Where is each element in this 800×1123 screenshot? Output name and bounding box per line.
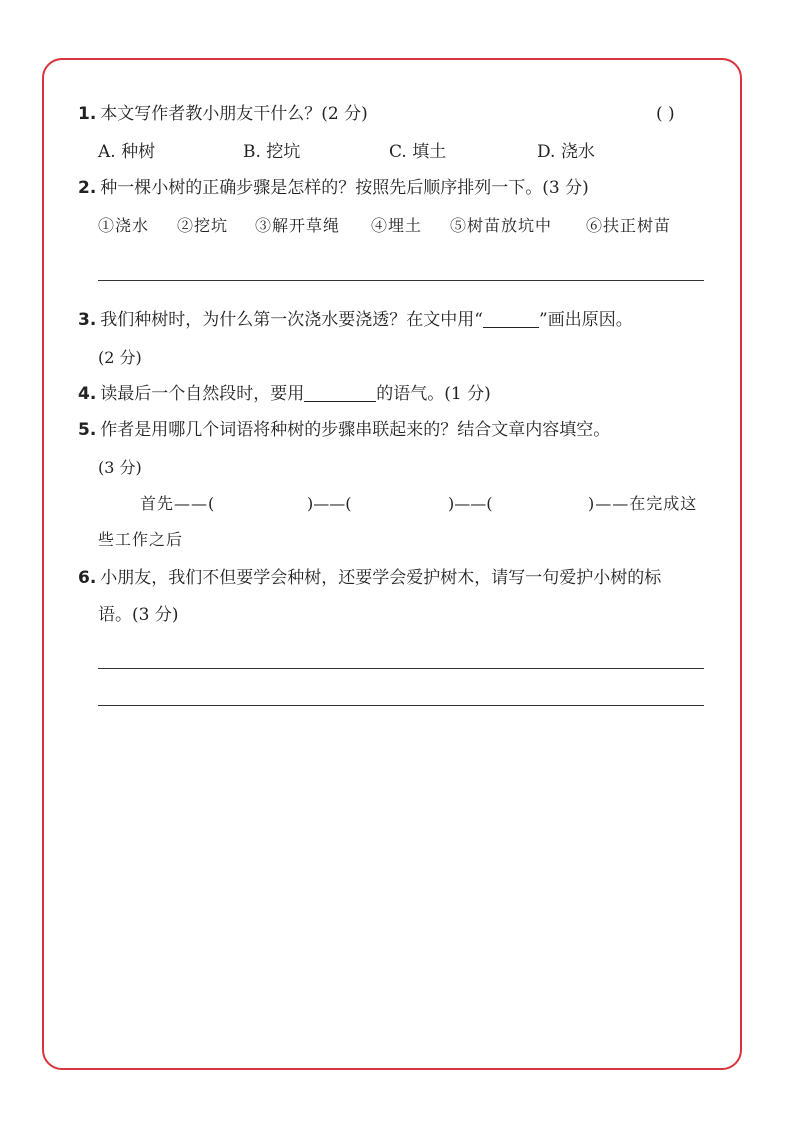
question-number: 5. — [78, 420, 97, 440]
option-b[interactable]: B. 挖坑 — [243, 142, 301, 162]
page-border — [42, 58, 742, 1070]
question-5-score: (3 分) — [98, 458, 142, 477]
step-6: ⑥扶正树苗 — [586, 216, 672, 235]
question-text: 作者是用哪几个词语将种树的步骤串联起来的？结合文章内容填空。 — [100, 420, 611, 440]
question-3-score: (2 分) — [98, 348, 142, 367]
step-4: ④埋土 — [371, 216, 423, 235]
question-6 — [78, 566, 661, 590]
step-3: ③解开草绳 — [255, 216, 341, 235]
question-2 — [78, 176, 589, 200]
option-a[interactable]: A. 种树 — [98, 142, 156, 162]
question-number: 3. — [78, 310, 97, 330]
question-number: 6. — [78, 568, 97, 588]
question-text-after: 的语气。(1 分) — [376, 384, 491, 404]
fill-first: 首先——( — [140, 494, 216, 513]
question-text-after: ”画出原因。 — [539, 310, 633, 330]
blank[interactable] — [483, 309, 539, 328]
question-number: 4. — [78, 384, 97, 404]
fill-mid-1: )——( — [307, 494, 352, 513]
blank[interactable] — [304, 383, 376, 402]
question-3 — [78, 308, 633, 332]
question-number: 1. — [78, 104, 97, 124]
question-text: 小朋友，我们不但要学会种树，还要学会爱护树木，请写一句爱护小树的标 — [100, 568, 662, 588]
question-6-continuation: 语。(3 分) — [98, 605, 179, 625]
step-2: ②挖坑 — [177, 216, 229, 235]
answer-line[interactable] — [98, 668, 704, 669]
answer-line[interactable] — [98, 705, 704, 706]
question-1 — [78, 102, 368, 126]
question-text-before: 读最后一个自然段时，要用 — [100, 384, 305, 404]
question-5 — [78, 418, 610, 442]
answer-paren[interactable]: ( ) — [656, 104, 675, 124]
answer-line[interactable] — [98, 280, 704, 281]
option-d[interactable]: D. 浇水 — [537, 142, 595, 162]
question-text: 种一棵小树的正确步骤是怎样的？按照先后顺序排列一下。(3 分) — [100, 178, 589, 198]
question-text: 本文写作者教小朋友干什么？(2 分) — [100, 104, 368, 124]
question-number: 2. — [78, 178, 97, 198]
fill-end: )——在完成这 — [588, 494, 698, 513]
fill-mid-2: )——( — [448, 494, 493, 513]
option-c[interactable]: C. 填土 — [389, 142, 447, 162]
step-5: ⑤树苗放坑中 — [450, 216, 553, 235]
question-4 — [78, 382, 491, 406]
fill-continuation: 些工作之后 — [98, 530, 184, 549]
step-1: ①浇水 — [98, 216, 150, 235]
question-text-before: 我们种树时，为什么第一次浇水要浇透？在文中用“ — [100, 310, 483, 330]
